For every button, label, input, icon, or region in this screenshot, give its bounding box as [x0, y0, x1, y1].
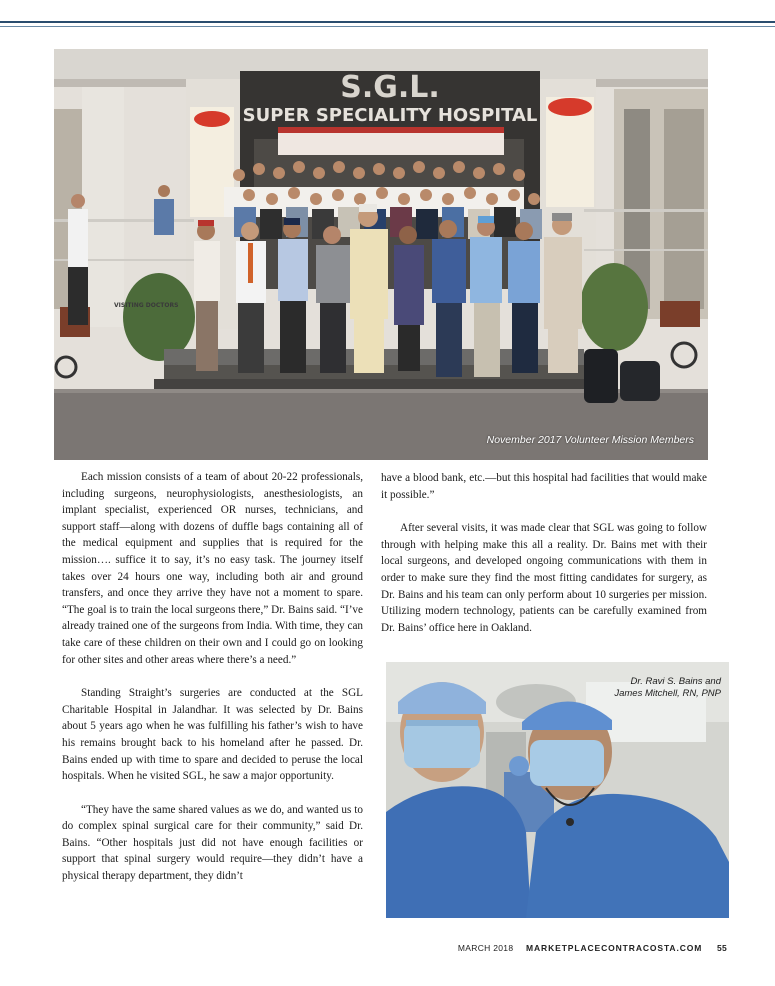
- paragraph-shared-values: “They have the same shared values as we do, and wanted us to do complex spinal surgical care for their community,” said Dr. Bains. “Other hospitals just did not have enough facilities or support that spinal surgery would require—they didn’t have a physical therapy department, they didn’t: [62, 803, 363, 883]
- group-photo-illustration: [54, 49, 708, 460]
- article-left-column: [62, 469, 363, 885]
- caption-line-2: James Mitchell, RN, PNP: [614, 688, 721, 699]
- surgeons-photo-caption: [614, 676, 721, 700]
- paragraph-mission-team: Each mission consists of a team of about 20-22 professionals, including surgeons, neurophysiologists, anesthesiologists, an implant specialist, experienced OR nurses, technicians, and support staff—along with dozens of duffle bags containing all of the medical equipment and supplies that is required for the mission…. suffice it to say, it’s no easy task. The journey itself takes over 24 hours one way, including both air and ground transfers, and once they arrive they have not a moment to spare. “The goal is to train the local surgeons there,” Dr. Bains said. “I’ve already trained one of the surgeons from India. With time, they can take care of these children on their own and I could go on looking for other sites and other areas where there’s a need.”: [62, 471, 363, 666]
- group-photo: [54, 49, 708, 460]
- svg-text:SUPER SPECIALITY HOSPITAL: SUPER SPECIALITY HOSPITAL: [242, 105, 538, 126]
- caption-line-1: Dr. Ravi S. Bains and: [630, 676, 721, 687]
- paragraph-blood-bank: have a blood bank, etc.—but this hospital had facilities that would make it possible.”: [381, 472, 707, 501]
- article-right-column: [381, 470, 707, 636]
- svg-text:VISITING DOCTORS: VISITING DOCTORS: [114, 302, 179, 309]
- surgeons-photo-illustration: [386, 662, 729, 918]
- paragraph-sgl-hospital: Standing Straight’s surgeries are conducted at the SGL Charitable Hospital in Jalandhar. It was selected by Dr. Bains about 5 years ago when he was fulfilling his father’s wish to have his remains brought back to his homeland after he passed. Dr. Bains ended up with time to spare and decided to peruse the local hospitals. When he visited SGL, he saw a major opportunity.: [62, 687, 363, 783]
- svg-text:S.G.L.: S.G.L.: [340, 70, 440, 105]
- group-photo-caption: November 2017 Volunteer Mission Members: [486, 434, 694, 446]
- top-rule-thin: [0, 26, 775, 27]
- page-footer: [458, 943, 727, 953]
- top-rule: [0, 21, 775, 23]
- page-number: 55: [716, 943, 727, 953]
- paragraph-several-visits: After several visits, it was made clear that SGL was going to follow through with helping make this all a reality. Dr. Bains met with their local surgeons, and developed ongoing communications with them in order to make sure they find the most fitting candidates for surgery, as Dr. Bains and his team can only perform about 10 surgeries per mission. Utilizing modern technology, patients can be carefully examined from Dr. Bains’ office here in Oakland.: [381, 522, 707, 634]
- website-link[interactable]: MARKETPLACECONTRACOSTA.COM: [526, 943, 703, 953]
- surgeons-photo: [386, 662, 729, 918]
- issue-date: MARCH 2018: [457, 943, 514, 953]
